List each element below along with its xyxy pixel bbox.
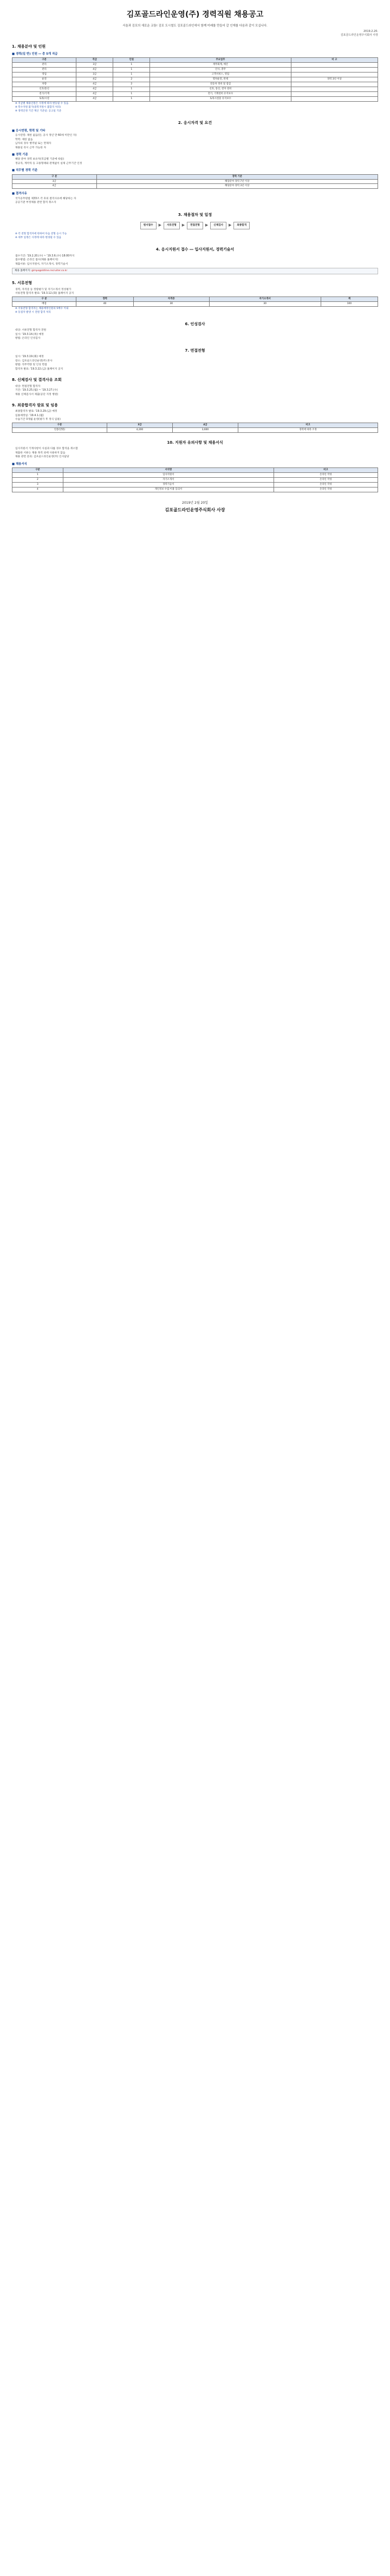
- table-header-row: [12, 297, 378, 301]
- table-header: 구 분: [12, 174, 97, 179]
- table-cell: 1: [113, 87, 150, 92]
- list-item: 일시: '19.3.14.(목) 예정: [15, 333, 44, 336]
- list-item: 합격자 발표: '19.3.22.(금) 홈페이지 공지: [15, 367, 63, 371]
- section-9-title: 9. 최종합격자 발표 및 임용: [12, 403, 58, 408]
- table-cell: 열차운전, 관제: [150, 77, 291, 82]
- table-cell: 4급: [76, 68, 113, 73]
- positions-table-body: [12, 63, 378, 102]
- table-header-row: [12, 467, 378, 472]
- list-item: 방법: 직무역량 및 인성 면접: [15, 364, 47, 367]
- list-item: 경력, 자격증 등 정량평가 및 자기소개서 정성평가: [15, 288, 72, 291]
- table-row: [12, 477, 378, 482]
- page-title: 김포골드라인운영(주) 경력직원 채용공고: [126, 10, 264, 19]
- apply-link-box: 채용 홈페이지: gimpogoldline.recruiter.co.kr: [12, 268, 378, 274]
- table-header: 자기소개서: [209, 297, 321, 301]
- table-header-row: [12, 423, 378, 427]
- note-item: ※ 동점자 발생 시 전원 합격 처리: [15, 311, 51, 314]
- table-cell: 자기소개서: [63, 477, 274, 482]
- table-cell: 관리: [12, 68, 76, 73]
- process-step: 최종합격: [233, 222, 250, 229]
- career-list: [12, 158, 378, 166]
- table-cell: 3급: [76, 63, 113, 68]
- table-cell: 해당분야 경력 7년 이상: [96, 179, 378, 184]
- positions-table: [12, 57, 378, 101]
- table-row: [12, 301, 378, 306]
- table-row: [12, 82, 378, 87]
- section-7-list: [12, 355, 378, 371]
- table-cell: 1: [113, 96, 150, 101]
- process-step: 서류전형: [164, 222, 180, 229]
- table-cell: 온라인 작성: [274, 477, 378, 482]
- list-item: 채용 신체검사서 제출(공단 지정 병원): [15, 393, 58, 396]
- footer-date: 2019년 2월 20일: [182, 500, 208, 505]
- note-item: ※ 복수지원 불가(중복지원시 불합격 처리): [15, 106, 61, 109]
- table-row: [12, 87, 378, 92]
- section-5-notes: [12, 307, 378, 314]
- section-6-title: 6. 인성검사: [185, 322, 205, 327]
- table-cell: [291, 96, 378, 101]
- table-cell: [291, 91, 378, 96]
- apply-link-label: 채용 홈페이지: [15, 269, 30, 273]
- table-row: [12, 184, 378, 189]
- table-cell: 전동차 정비 및 점검: [150, 82, 291, 87]
- table-cell: 신호/통신: [12, 87, 76, 92]
- apply-link[interactable]: gimpogoldline.recruiter.co.kr: [31, 269, 68, 273]
- table-cell: 배점: [12, 301, 76, 306]
- section-6-list: [12, 329, 378, 340]
- table-cell: [291, 68, 378, 73]
- section-7-title: 7. 면접전형: [185, 348, 205, 353]
- career-table-body: [12, 179, 378, 189]
- table-cell: [291, 63, 378, 68]
- table-header: 경력: [76, 297, 134, 301]
- table-cell: 4급: [76, 91, 113, 96]
- signature-block: [12, 501, 378, 513]
- section-8-list: [12, 385, 378, 397]
- table-header: 서식명: [63, 467, 274, 472]
- list-item: 임용예정일: '19.4.1.(월): [15, 414, 44, 417]
- screening-table-body: [12, 301, 378, 306]
- common-req-heading: ■ 응시연령, 학력 및 기타: [12, 129, 46, 133]
- recruitment-notice: [0, 0, 390, 524]
- table-cell: 경력에 따라 조정: [238, 427, 378, 432]
- arrow-right-icon: ▶: [181, 223, 185, 228]
- list-item: 응시연령: 제한 없음(단, 공사 정년 만 60세 미만인 자): [15, 134, 77, 137]
- table-header: 4급: [172, 423, 238, 427]
- salary-table-body: [12, 427, 378, 432]
- section-3-notes: [12, 233, 378, 240]
- arrow-right-icon: ▶: [158, 223, 161, 228]
- list-item: 대상: 면접전형 합격자: [15, 385, 41, 388]
- table-cell: [291, 87, 378, 92]
- table-row: [12, 427, 378, 432]
- table-row: [12, 487, 378, 492]
- table-header-row: [12, 174, 378, 179]
- table-row: [12, 472, 378, 477]
- note-item: ※ 직급별 채용인원은 사정에 따라 변동될 수 있음: [15, 102, 69, 105]
- salary-table: [12, 423, 378, 433]
- disq-heading: ■ 결격사유: [12, 192, 27, 196]
- table-cell: 40: [76, 301, 134, 306]
- table-cell: 100: [321, 301, 378, 306]
- arrow-right-icon: ▶: [205, 223, 209, 228]
- common-req-list: [12, 134, 378, 150]
- list-item: 접수기간: '19.2.20.(수) ~ '19.3.6.(수) 18:00까지: [15, 254, 75, 258]
- table-cell: 30: [209, 301, 321, 306]
- table-cell: 4: [12, 487, 63, 492]
- note-item: ※ 각 전형 합격자에 한하여 다음 전형 응시 가능: [15, 233, 67, 236]
- table-header: 구분: [12, 467, 63, 472]
- table-cell: 2: [113, 77, 150, 82]
- list-item: 정규직, 계약직 등 고용형태와 관계없이 실제 근무기간 인정: [15, 162, 82, 165]
- table-cell: 개인정보 수집·이용 동의서: [63, 487, 274, 492]
- career-heading: ■ 경력 기준: [12, 153, 28, 157]
- table-cell: 1: [12, 472, 63, 477]
- section-1-notes: [12, 102, 378, 114]
- forms-table: [12, 467, 378, 492]
- table-cell: 입사지원서: [63, 472, 274, 477]
- list-item: 대상: 서류전형 합격자 전원: [15, 329, 47, 332]
- table-header: 구분: [12, 423, 107, 427]
- table-cell: 경력기술서: [63, 482, 274, 487]
- table-cell: [291, 82, 378, 87]
- table-cell: 1: [113, 63, 150, 68]
- section-3-title: 3. 채용절차 및 일정: [178, 212, 212, 217]
- table-cell: 영업: [12, 73, 76, 77]
- list-item: 학력: 제한 없음: [15, 138, 33, 141]
- list-item: 해당 분야 경력 보유자(직급별 기준에 따름): [15, 158, 64, 161]
- list-item: 제출한 서류는 채용 목적 외에 사용하지 않음: [15, 451, 66, 454]
- table-header: 직급: [76, 58, 113, 63]
- arrow-right-icon: ▶: [229, 223, 232, 228]
- table-header: 주요업무: [150, 58, 291, 63]
- table-cell: 운전: [12, 77, 76, 82]
- table-cell: 신호, 통신, 전자 설비: [150, 87, 291, 92]
- list-item: 제출서류: 입사지원서, 자기소개서, 경력기술서: [15, 262, 68, 266]
- table-header: 자격증: [134, 297, 209, 301]
- table-cell: 온라인 작성: [274, 482, 378, 487]
- section-10-title: 10. 지원자 유의사항 및 채용서식: [167, 440, 223, 445]
- table-header: 비 고: [291, 58, 378, 63]
- table-cell: 관리: [12, 63, 76, 68]
- table-cell: 토목시설물 유지보수: [150, 96, 291, 101]
- forms-heading: ■ 채용서식: [12, 462, 27, 466]
- table-cell: 4급: [76, 82, 113, 87]
- footer-org: 김포골드라인운영주식회사 사장: [165, 507, 225, 512]
- table-row: [12, 68, 378, 73]
- table-row: [12, 91, 378, 96]
- notice-date: 2019.2.20.: [363, 30, 378, 34]
- process-step: 신체검사: [210, 222, 226, 229]
- career-table-heading: ■ 직무별 경력 기준: [12, 169, 38, 173]
- table-header: 비고: [274, 467, 378, 472]
- section-1-title: 1. 채용분야 및 인원: [12, 44, 46, 49]
- table-cell: 전기/기계: [12, 91, 76, 96]
- table-header: 비고: [238, 423, 378, 427]
- notice-meta: [12, 30, 378, 38]
- process-step: 면접전형: [187, 222, 203, 229]
- table-header: 계: [321, 297, 378, 301]
- list-item: 일시: '19.3.19.(화) 예정: [15, 355, 44, 359]
- forms-table-body: [12, 472, 378, 492]
- table-header: 구 분: [12, 297, 76, 301]
- table-cell: 1: [113, 91, 150, 96]
- table-cell: 재무회계, 예산: [150, 63, 291, 68]
- list-item: 서류전형 합격자 발표: '19.3.12.(화) 홈페이지 공지: [15, 292, 74, 295]
- table-cell: 2: [12, 477, 63, 482]
- list-item: 접수방법: 온라인 접수(채용 홈페이지): [15, 259, 58, 262]
- section-4-title: 4. 응시지원서 접수 ― 입사지원서, 경력기술서: [155, 247, 235, 252]
- table-cell: 온라인 작성: [274, 487, 378, 492]
- table-cell: 4급: [76, 87, 113, 92]
- table-cell: 인사, 총무: [150, 68, 291, 73]
- list-item: 입사지원서 기재사항이 사실과 다를 경우 합격을 취소함: [15, 447, 78, 451]
- table-cell: 4,200: [107, 427, 172, 432]
- table-header-row: [12, 58, 378, 63]
- list-item: 남자의 경우 병역필 또는 면제자: [15, 142, 51, 146]
- table-row: [12, 96, 378, 101]
- table-cell: 4급: [76, 77, 113, 82]
- table-cell: 해당분야 경력 3년 이상: [96, 184, 378, 189]
- table-cell: 전기, 기계설비 유지보수: [150, 91, 291, 96]
- table-cell: 4급: [12, 184, 97, 189]
- list-item: 최종합격자 발표: '19.3.29.(금) 예정: [15, 410, 57, 413]
- note-item: ※ 세부 일정은 사정에 따라 변경될 수 있음: [15, 236, 62, 240]
- table-cell: 토목/시설: [12, 96, 76, 101]
- screening-table: [12, 297, 378, 307]
- list-item: 기간: '19.3.25.(월) ~ '19.3.27.(수): [15, 389, 58, 392]
- section-9-list: [12, 410, 378, 421]
- table-header: 인원: [113, 58, 150, 63]
- table-cell: 3: [12, 482, 63, 487]
- table-cell: 4급: [76, 96, 113, 101]
- disq-list: [12, 197, 378, 205]
- note-item: ※ 서류전형 합격자는 채용예정인원의 5배수 이내: [15, 307, 69, 310]
- table-header: 경력 기준: [96, 174, 378, 179]
- table-cell: [291, 73, 378, 77]
- list-item: 공공기관 부정채용 관련 합격 취소자: [15, 201, 56, 205]
- table-header: 구분: [12, 58, 76, 63]
- list-item: 채용 관련 문의: 김포골드라인운영(주) 인사담당: [15, 456, 69, 459]
- list-item: 장소: 김포골드라인운영(주) 본사: [15, 359, 53, 363]
- intro-text: 서울과 김포의 새로운 교통! 김포 도시철도 김포골드라인에서 함께 미래를 만들어 갈 인재를 다음과 같이 모십니다.: [122, 24, 268, 28]
- notice-org: 김포골드라인운영주식회사 사장: [340, 34, 378, 37]
- section-5-list: [12, 288, 378, 296]
- list-item: 방법: 온라인 인성검사: [15, 337, 41, 340]
- table-cell: 연봉(만원): [12, 427, 107, 432]
- process-step: 원서접수: [140, 222, 157, 229]
- section-10-list: [12, 447, 378, 459]
- table-cell: 경력 3년 이상: [291, 77, 378, 82]
- table-cell: 차량: [12, 82, 76, 87]
- table-cell: 1: [113, 73, 150, 77]
- table-cell: 3급: [12, 179, 97, 184]
- table-cell: 1: [113, 68, 150, 73]
- process-flow: [12, 222, 378, 229]
- list-item: 국가공무원법 제33조 각 호의 결격사유에 해당하는 자: [15, 197, 76, 200]
- table-row: [12, 77, 378, 82]
- list-item: 수습기간 3개월 운영(평가 후 정식 임용): [15, 418, 61, 421]
- section-1-sub: ■ 경력(일 반) 인원 ― 총 5개 직급: [12, 52, 58, 56]
- section-8-title: 8. 신체검사 및 결격사유 조회: [12, 378, 62, 383]
- table-row: [12, 63, 378, 68]
- table-cell: 30: [134, 301, 209, 306]
- table-cell: 3급: [76, 73, 113, 77]
- table-cell: 고객서비스, 영업: [150, 73, 291, 77]
- note-item: ※ 경력인정 기간 계산 기준일: 공고일 기준: [15, 110, 62, 113]
- table-cell: 3,600: [172, 427, 238, 432]
- section-4-list: [12, 255, 378, 266]
- table-row: [12, 179, 378, 184]
- career-table: [12, 174, 378, 189]
- table-header: 3급: [107, 423, 172, 427]
- list-item: 채용일 즉시 근무 가능한 자: [15, 146, 47, 149]
- table-cell: 2: [113, 82, 150, 87]
- section-2-title: 2. 응시자격 및 요건: [178, 121, 212, 126]
- table-row: [12, 73, 378, 77]
- section-5-title: 5. 서류전형: [12, 281, 32, 286]
- table-row: [12, 482, 378, 487]
- table-cell: 온라인 작성: [274, 472, 378, 477]
